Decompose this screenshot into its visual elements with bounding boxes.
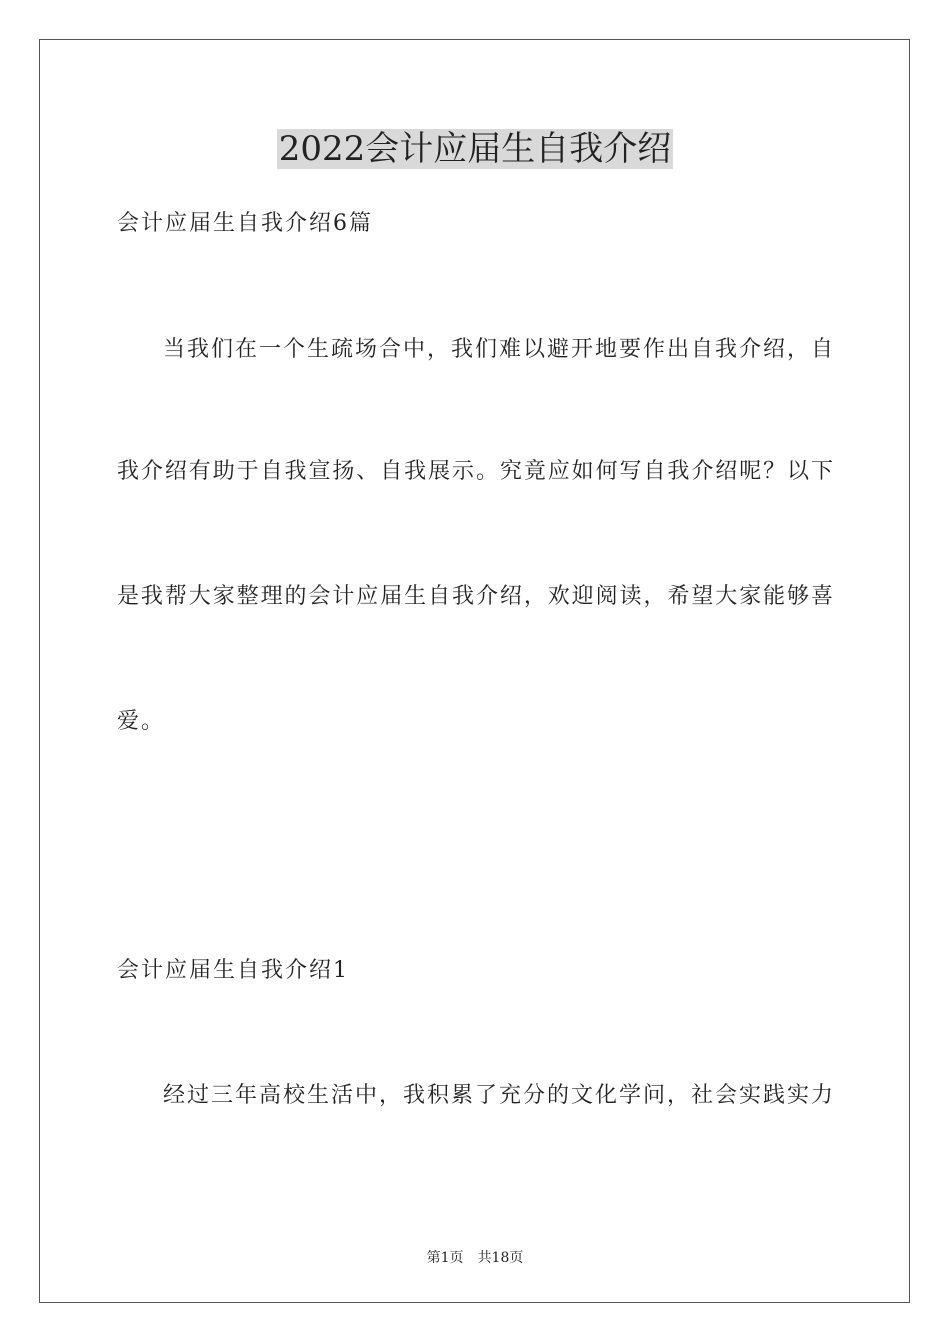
document-title-text: 2022会计应届生自我介绍: [278, 129, 672, 169]
intro-line: 是我帮大家整理的会计应届生自我介绍，欢迎阅读，希望大家能够喜: [117, 584, 833, 609]
intro-line: 当我们在一个生疏场合中，我们难以避开地要作出自我介绍，自: [163, 337, 833, 362]
intro-line: 我介绍有助于自我宣扬、自我展示。究竟应如何写自我介绍呢？以下: [117, 459, 833, 484]
document-subtitle: 会计应届生自我介绍6篇: [117, 211, 373, 236]
page-footer: [0, 1248, 950, 1268]
intro-line: 爱。: [117, 709, 166, 734]
page-total: 共18页: [477, 1250, 524, 1266]
section-line: 经过三年高校生活中，我积累了充分的文化学问，社会实践实力: [163, 1083, 833, 1108]
section-heading: 会计应届生自我介绍1: [117, 958, 349, 983]
page-number: 第1页: [426, 1250, 464, 1266]
document-title: [0, 126, 950, 172]
